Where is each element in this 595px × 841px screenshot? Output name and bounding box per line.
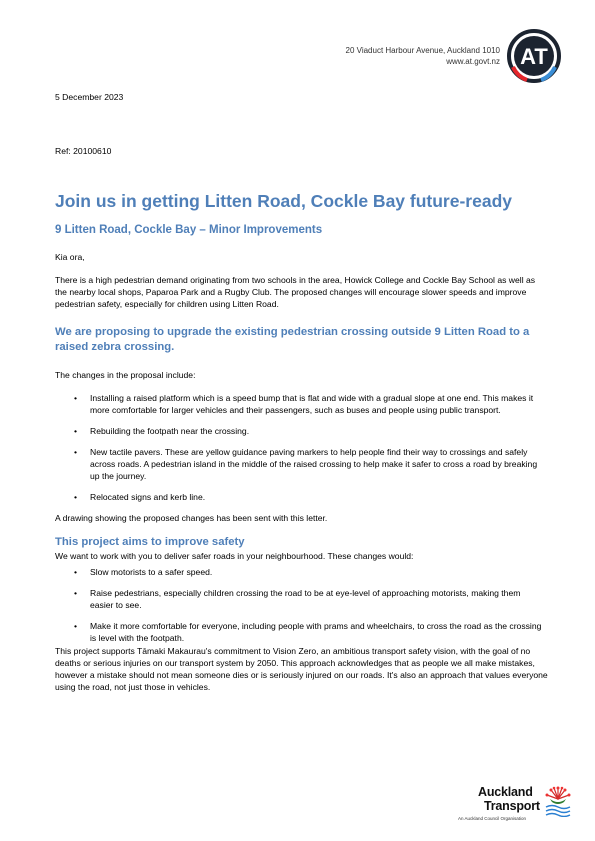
list-item — [74, 491, 546, 503]
at-logo-icon — [507, 29, 561, 83]
list-item-text: Make it more comfortable for everyone, including people with prams and wheelchairs, to cross the road as the crossing is level with the footpath. — [90, 621, 542, 643]
bullet-icon: • — [74, 567, 78, 577]
pohutukawa-flower-icon — [544, 785, 572, 817]
bullet-icon: • — [74, 621, 78, 631]
list-item — [74, 620, 546, 644]
list-item — [74, 446, 546, 482]
letter-title: Join us in getting Litten Road, Cockle Bay future-ready — [55, 191, 512, 211]
footer-tagline: An Auckland Council Organisation — [458, 816, 527, 821]
logo-text: AT — [520, 44, 548, 69]
address-street: 20 Viaduct Harbour Avenue, Auckland 1010 — [345, 46, 500, 55]
address-website: www.at.govt.nz — [446, 57, 500, 66]
list-item-text: New tactile pavers. These are yellow guidance paving markers to help people find their way to crossings and safely across roads. A pedestrian island in the middle of the raised crossing to help make it safer to cross a road by breaking up the journey. — [90, 447, 538, 481]
footer-brand-line2: Transport — [484, 799, 540, 813]
changes-list — [74, 392, 546, 512]
header-address — [346, 45, 501, 67]
list-item-text: Raise pedestrians, especially children crossing the road to be at eye-level of approaching motorists, making them easier to see. — [90, 588, 521, 610]
letter-date: 5 December 2023 — [55, 92, 124, 102]
bullet-icon: • — [74, 393, 78, 403]
changes-intro: The changes in the proposal include: — [55, 370, 196, 380]
list-item — [74, 425, 546, 437]
intro-paragraph: There is a high pedestrian demand originating from two schools in the area, Howick College and Cockle Bay School as well as the nearby local shops, Paparoa Park and a Rugby Club. The proposed changes will encourage slower speeds and improve pedestrian safety, especially for children using Litten Road. — [55, 275, 536, 309]
bullet-icon: • — [74, 447, 78, 457]
bullet-icon: • — [74, 588, 78, 598]
list-item — [74, 392, 546, 416]
list-item — [74, 587, 546, 611]
greeting: Kia ora, — [55, 252, 85, 262]
drawing-note: A drawing showing the proposed changes has been sent with this letter. — [55, 513, 328, 523]
letter-reference: Ref: 20100610 — [55, 146, 112, 156]
closing-paragraph: This project supports Tāmaki Makaurau's commitment to Vision Zero, an ambitious transport safety vision, with the goal of no deaths or serious injuries on our transport system by 2050. This approach acknowledges that as people we all make mistakes, however a mistake should not mean someone dies or is seriously injured on our roads. It's also an approach that values everyone using the road, not just those in vehicles. — [55, 646, 548, 692]
safety-heading: This project aims to improve safety — [55, 536, 245, 548]
list-item-text: Slow motorists to a safer speed. — [90, 567, 213, 577]
bullet-icon: • — [74, 426, 78, 436]
list-item-text: Relocated signs and kerb line. — [90, 492, 206, 502]
list-item — [74, 566, 546, 578]
letter-subtitle: 9 Litten Road, Cockle Bay – Minor Improvements — [55, 224, 323, 236]
aims-list — [74, 566, 546, 653]
safety-intro: We want to work with you to deliver safer roads in your neighbourhood. These changes would: — [55, 551, 414, 561]
list-item-text: Rebuilding the footpath near the crossing. — [90, 426, 250, 436]
footer-brand-line1: Auckland — [478, 785, 533, 799]
proposal-heading: We are proposing to upgrade the existing pedestrian crossing outside 9 Litten Road to a raised zebra crossing. — [55, 326, 530, 353]
list-item-text: Installing a raised platform which is a speed bump that is flat and wide with a gradual slope at one end. This makes it more comfortable for larger vehicles and their passengers, such as buses and people using public transport. — [90, 393, 534, 415]
bullet-icon: • — [74, 492, 78, 502]
